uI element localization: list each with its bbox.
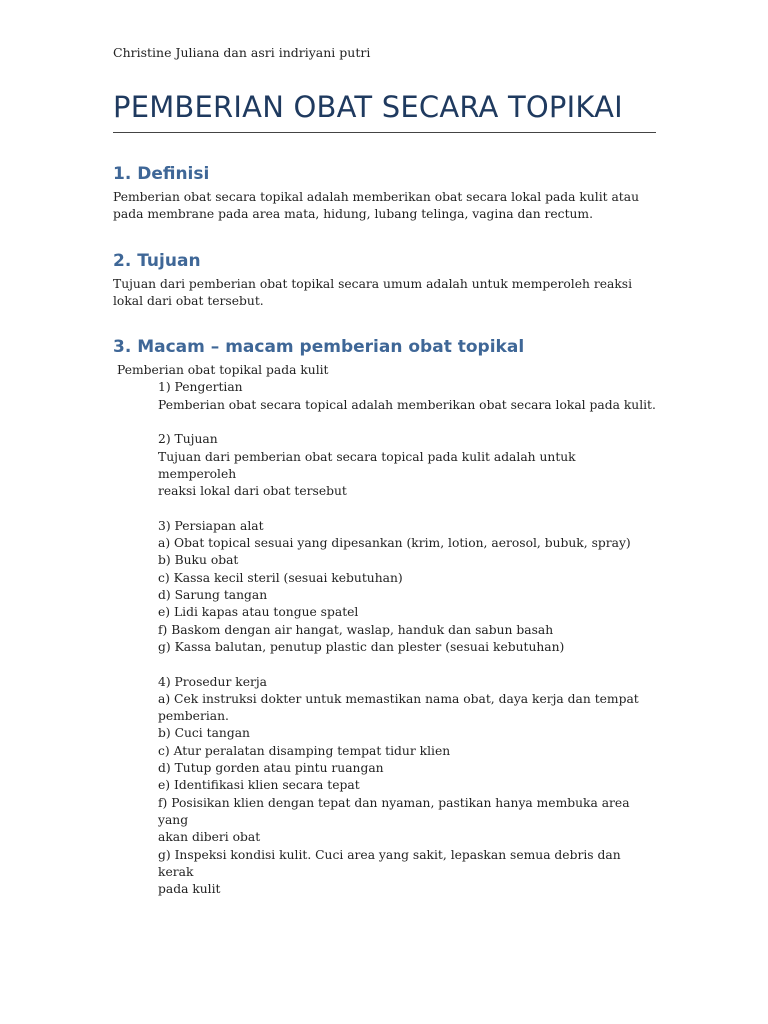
document-content bbox=[113, 44, 656, 898]
heading-definisi: 1. Definisi bbox=[113, 164, 210, 184]
subsection-title: Pemberian obat topikal pada kulit bbox=[117, 363, 329, 378]
heading-tujuan: 2. Tujuan bbox=[113, 250, 201, 271]
persiapan-item: d) Sarung tangan bbox=[158, 588, 268, 603]
persiapan-label: 3) Persiapan alat bbox=[158, 518, 264, 533]
pengertian-label: 1) Pengertian bbox=[158, 380, 243, 395]
tujuan-line: reaksi lokal dari obat tersebut bbox=[158, 484, 347, 499]
persiapan-item: a) Obat topical sesuai yang dipesankan (krim, lotion, aerosol, bubuk, spray) bbox=[158, 536, 631, 551]
spacer bbox=[158, 414, 656, 431]
prosedur-label: 4) Prosedur kerja bbox=[158, 674, 268, 689]
prosedur-line: a) Cek instruksi dokter untuk memastikan nama obat, daya kerja dan tempat bbox=[158, 691, 639, 706]
tujuan-text: Tujuan dari pemberian obat topikal secara umum adalah untuk memperoleh reaksi lokal dari obat tersebut. bbox=[113, 276, 633, 308]
prosedur-line: b) Cuci tangan bbox=[158, 726, 250, 741]
tujuan-line: Tujuan dari pemberian obat secara topical pada kulit adalah untuk memperoleh bbox=[158, 449, 576, 481]
persiapan-item: g) Kassa balutan, penutup plastic dan plester (sesuai kebutuhan) bbox=[158, 639, 565, 654]
persiapan-item: e) Lidi kapas atau tongue spatel bbox=[158, 605, 359, 620]
spacer bbox=[158, 501, 656, 518]
prosedur-line: d) Tutup gorden atau pintu ruangan bbox=[158, 761, 384, 776]
document-title: PEMBERIAN OBAT SECARA TOPIKAI bbox=[113, 88, 656, 133]
prosedur-line: f) Posisikan klien dengan tepat dan nyaman, pastikan hanya membuka area yang bbox=[158, 795, 630, 827]
prosedur-line: e) Identifikasi klien secara tepat bbox=[158, 778, 360, 793]
persiapan-item: b) Buku obat bbox=[158, 553, 239, 568]
persiapan-item: f) Baskom dengan air hangat, waslap, handuk dan sabun basah bbox=[158, 622, 554, 637]
prosedur-line: c) Atur peralatan disamping tempat tidur klien bbox=[158, 743, 451, 758]
prosedur-line: akan diberi obat bbox=[158, 830, 261, 845]
prosedur-line: pada kulit bbox=[158, 882, 221, 897]
author-line: Christine Juliana dan asri indriyani putri bbox=[113, 45, 371, 60]
topical-skin-block bbox=[158, 379, 656, 898]
tujuan-label: 2) Tujuan bbox=[158, 432, 218, 447]
prosedur-line: g) Inspeksi kondisi kulit. Cuci area yang sakit, lepaskan semua debris dan kerak bbox=[158, 847, 621, 879]
spacer bbox=[158, 656, 656, 673]
pengertian-text: Pemberian obat secara topical adalah memberikan obat secara lokal pada kulit. bbox=[158, 397, 656, 412]
persiapan-item: c) Kassa kecil steril (sesuai kebutuhan) bbox=[158, 570, 403, 585]
heading-macam: 3. Macam – macam pemberian obat topikal bbox=[113, 337, 525, 358]
prosedur-line: pemberian. bbox=[158, 709, 229, 724]
definisi-text: Pemberian obat secara topikal adalah memberikan obat secara lokal pada kulit atau pada membrane pada area mata, hidung, lubang telinga, vagina dan rectum. bbox=[113, 190, 639, 222]
